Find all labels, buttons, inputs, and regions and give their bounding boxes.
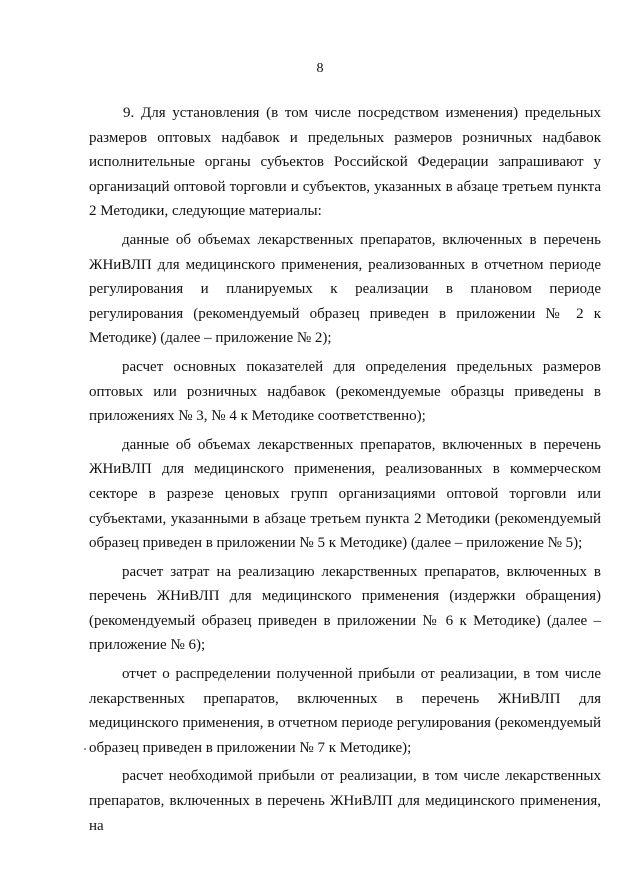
paragraph-main-indicators: расчет основных показателей для определения предельных размеров оптовых или розничных надбавок (рекомендуемые образцы приведены в приложениях № 3, № 4 к Методике соответственно); bbox=[89, 358, 601, 425]
paragraph-commercial-sector-data: данные об объемах лекарственных препаратов, включенных в перечень ЖНиВЛП для медицинского применения, реализованных в коммерческом секторе в разрезе ценовых групп организациями оптовой торговли или субъектами, указанными в абзаце третьем пункта 2 Методики (рекомендуемый образец приведен в приложении № 5 к Методике) (далее – приложение № 5); bbox=[89, 436, 601, 552]
page-number: 8 bbox=[316, 61, 324, 76]
paragraph-required-profit: расчет необходимой прибыли от реализации, в том числе лекарственных препаратов, включенных в перечень ЖНиВЛП для медицинского применения, на bbox=[89, 768, 601, 834]
scan-speck bbox=[84, 748, 86, 750]
paragraph-cost-calculation: расчет затрат на реализацию лекарственных препаратов, включенных в перечень ЖНиВЛП для медицинского применения (издержки обращения) (рекомендуемый образец приведен в приложении № 6 к Методике) (далее – приложение № 6); bbox=[89, 563, 601, 654]
paragraph-item-9: 9. Для установления (в том числе посредством изменения) предельных размеров оптовых надбавок и предельных размеров розничных надбавок исполнительные органы субъектов Российской Федерации запрашивают у организаций оптовой торговли и субъектов, указанных в абзаце третьем пункта 2 Методики, следующие материалы: bbox=[89, 105, 601, 220]
paragraph-profit-distribution: отчет о распределении полученной прибыли от реализации, в том числе лекарственных препаратов, включенных в перечень ЖНиВЛП для медицинского применения, в отчетном периоде регулирования (рекомендуемый образец приведен в приложении № 7 к Методике); bbox=[89, 666, 601, 756]
paragraph-volume-data: данные об объемах лекарственных препаратов, включенных в перечень ЖНиВЛП для медицинского применения, реализованных в отчетном периоде регулирования и планируемых к реализации в плановом периоде регулирования (рекомендуемый образец приведен в приложении № 2 к Методике) (далее – приложение № 2); bbox=[89, 231, 601, 347]
document-body bbox=[89, 101, 601, 842]
